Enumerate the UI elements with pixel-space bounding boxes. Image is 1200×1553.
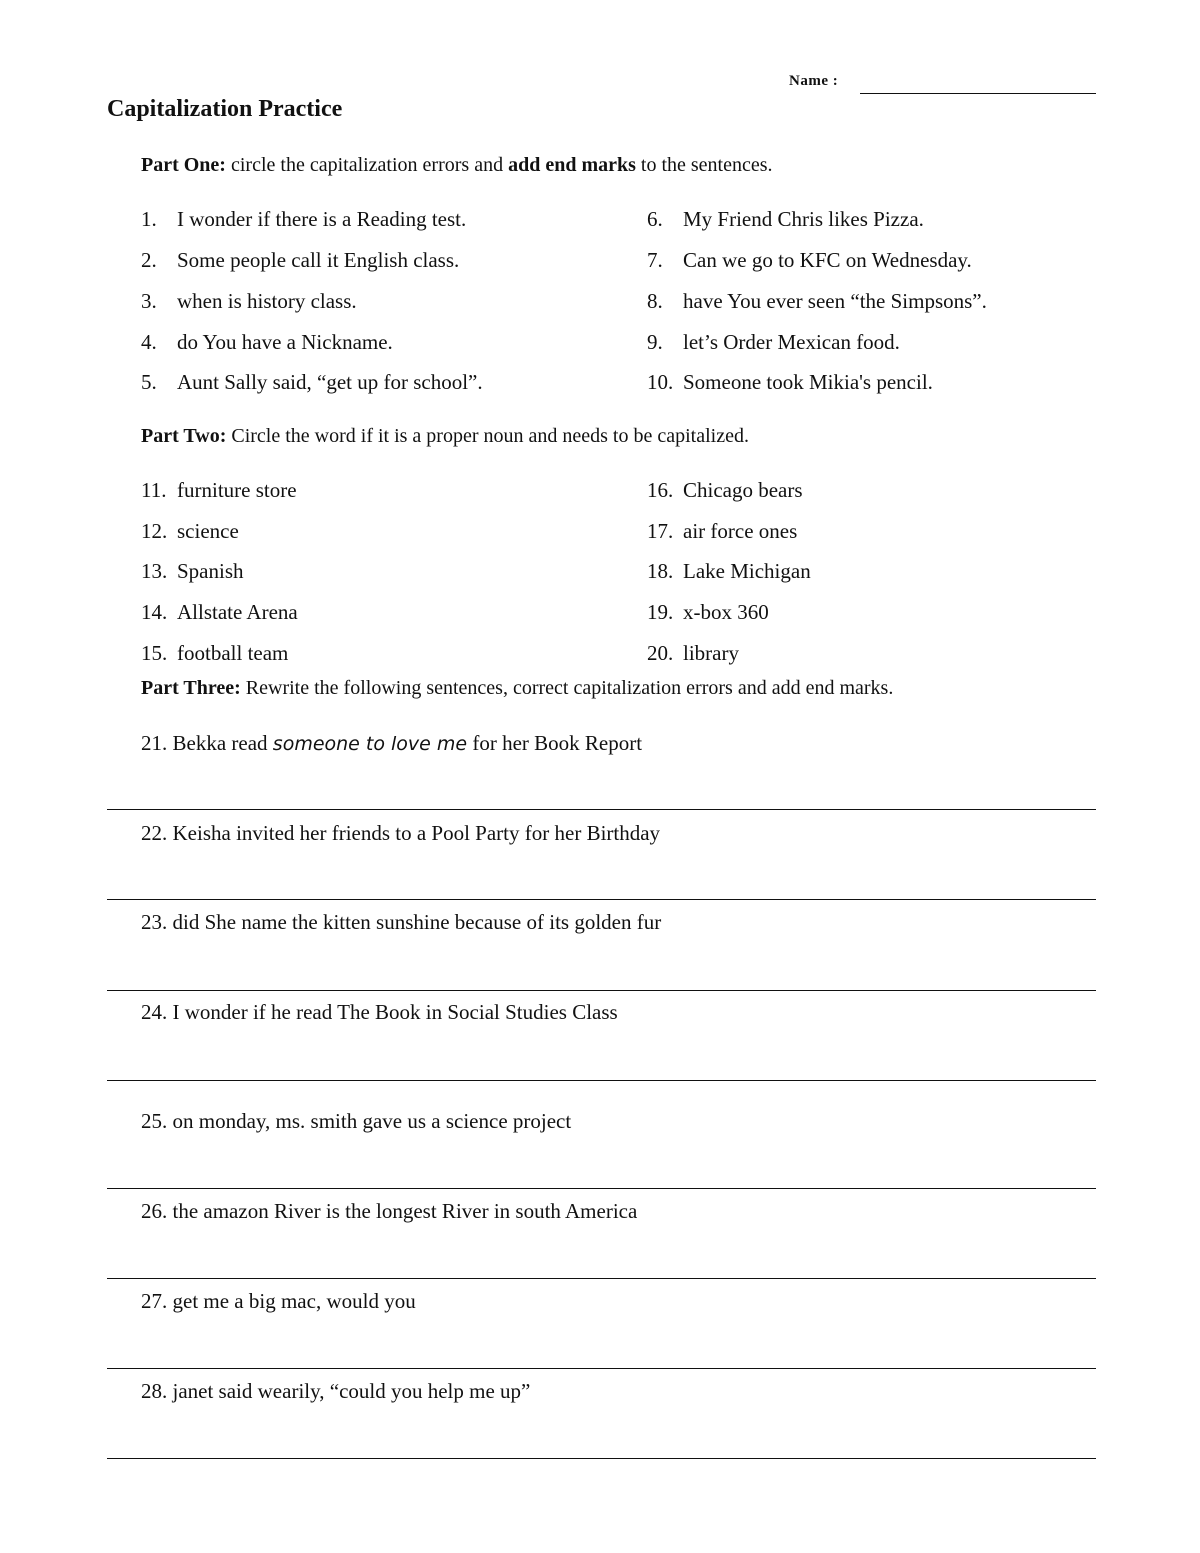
list-item bbox=[141, 370, 483, 395]
page-title: Capitalization Practice bbox=[107, 96, 343, 122]
item-text: Chicago bears bbox=[683, 478, 803, 502]
rewrite-prompt: 28. janet said wearily, “could you help me up” bbox=[141, 1379, 531, 1403]
item-text: football team bbox=[177, 641, 289, 665]
item-number: 14. bbox=[141, 600, 168, 624]
part-three-label: Part Three: bbox=[141, 677, 241, 699]
item-number: 2. bbox=[141, 248, 157, 272]
item-text: when is history class. bbox=[177, 289, 357, 313]
answer-line[interactable] bbox=[107, 1188, 1096, 1189]
prompt-pre: 21. Bekka read bbox=[141, 731, 273, 755]
rewrite-prompt: 23. did She name the kitten sunshine because of its golden fur bbox=[141, 910, 662, 934]
item-text: Aunt Sally said, “get up for school”. bbox=[177, 370, 483, 394]
part-one-instr-a: circle the capitalization errors and bbox=[225, 154, 509, 176]
rewrite-prompt: 26. the amazon River is the longest River in south America bbox=[141, 1199, 638, 1223]
list-item bbox=[647, 207, 924, 232]
list-item bbox=[647, 289, 987, 314]
list-item bbox=[647, 559, 811, 584]
item-number: 3. bbox=[141, 289, 157, 313]
rewrite-prompt: 24. I wonder if he read The Book in Social Studies Class bbox=[141, 1000, 618, 1024]
rewrite-prompt: 25. on monday, ms. smith gave us a science project bbox=[141, 1109, 572, 1133]
item-text: Someone took Mikia's pencil. bbox=[683, 370, 933, 394]
list-item bbox=[141, 478, 297, 503]
answer-line[interactable] bbox=[107, 899, 1096, 900]
answer-line[interactable] bbox=[107, 1368, 1096, 1369]
list-item bbox=[647, 600, 769, 625]
item-text: I wonder if there is a Reading test. bbox=[177, 207, 467, 231]
item-number: 1. bbox=[141, 207, 157, 231]
part-three-instructions bbox=[141, 677, 893, 700]
part-three-instr: Rewrite the following sentences, correct capitalization errors and add end marks. bbox=[240, 677, 894, 699]
item-number: 15. bbox=[141, 641, 168, 665]
list-item bbox=[647, 330, 900, 355]
list-item bbox=[647, 641, 739, 666]
list-item bbox=[141, 289, 357, 314]
item-text: Spanish bbox=[177, 559, 244, 583]
part-one-instr-bold: add end marks bbox=[508, 154, 636, 176]
item-number: 7. bbox=[647, 248, 663, 272]
answer-line[interactable] bbox=[107, 1080, 1096, 1081]
list-item bbox=[647, 248, 972, 273]
list-item bbox=[141, 207, 466, 232]
item-text: Some people call it English class. bbox=[177, 248, 460, 272]
item-text: science bbox=[177, 519, 239, 543]
answer-line[interactable] bbox=[107, 990, 1096, 991]
item-text: do You have a Nickname. bbox=[177, 330, 393, 354]
item-number: 12. bbox=[141, 519, 168, 543]
item-text: Allstate Arena bbox=[177, 600, 298, 624]
prompt-post: for her Book Report bbox=[467, 731, 643, 755]
item-number: 17. bbox=[647, 519, 674, 543]
part-two-instructions bbox=[141, 425, 749, 448]
item-number: 11. bbox=[141, 478, 167, 502]
list-item bbox=[141, 330, 393, 355]
list-item bbox=[141, 641, 288, 666]
list-item bbox=[647, 519, 797, 544]
item-number: 18. bbox=[647, 559, 674, 583]
item-number: 10. bbox=[647, 370, 674, 394]
part-one-instructions bbox=[141, 154, 773, 177]
item-number: 19. bbox=[647, 600, 674, 624]
list-item bbox=[141, 600, 298, 625]
book-title: someone to love me bbox=[272, 733, 468, 755]
item-text: furniture store bbox=[177, 478, 297, 502]
item-text: let’s Order Mexican food. bbox=[683, 330, 900, 354]
item-number: 16. bbox=[647, 478, 674, 502]
item-text: air force ones bbox=[683, 519, 798, 543]
item-number: 5. bbox=[141, 370, 157, 394]
name-answer-line[interactable] bbox=[860, 93, 1096, 94]
item-number: 20. bbox=[647, 641, 674, 665]
answer-line[interactable] bbox=[107, 1278, 1096, 1279]
answer-line[interactable] bbox=[107, 1458, 1096, 1459]
name-label: Name : bbox=[789, 73, 839, 89]
list-item bbox=[141, 559, 244, 584]
part-one-label: Part One: bbox=[141, 154, 226, 176]
part-one-instr-b: to the sentences. bbox=[635, 154, 773, 176]
rewrite-prompt: 22. Keisha invited her friends to a Pool Party for her Birthday bbox=[141, 821, 661, 845]
answer-line[interactable] bbox=[107, 809, 1096, 810]
rewrite-prompt: 27. get me a big mac, would you bbox=[141, 1289, 416, 1313]
part-two-label: Part Two: bbox=[141, 425, 227, 447]
list-item bbox=[647, 370, 933, 395]
item-text: Lake Michigan bbox=[683, 559, 811, 583]
item-text: x-box 360 bbox=[683, 600, 769, 624]
item-text: My Friend Chris likes Pizza. bbox=[683, 207, 924, 231]
list-item bbox=[647, 478, 803, 503]
item-number: 4. bbox=[141, 330, 157, 354]
rewrite-prompt bbox=[141, 731, 642, 756]
item-number: 8. bbox=[647, 289, 663, 313]
item-text: library bbox=[683, 641, 739, 665]
item-text: have You ever seen “the Simpsons”. bbox=[683, 289, 987, 313]
item-number: 9. bbox=[647, 330, 663, 354]
item-number: 13. bbox=[141, 559, 168, 583]
part-two-instr: Circle the word if it is a proper noun and needs to be capitalized. bbox=[226, 425, 749, 447]
item-number: 6. bbox=[647, 207, 663, 231]
list-item bbox=[141, 519, 239, 544]
item-text: Can we go to KFC on Wednesday. bbox=[683, 248, 972, 272]
list-item bbox=[141, 248, 459, 273]
